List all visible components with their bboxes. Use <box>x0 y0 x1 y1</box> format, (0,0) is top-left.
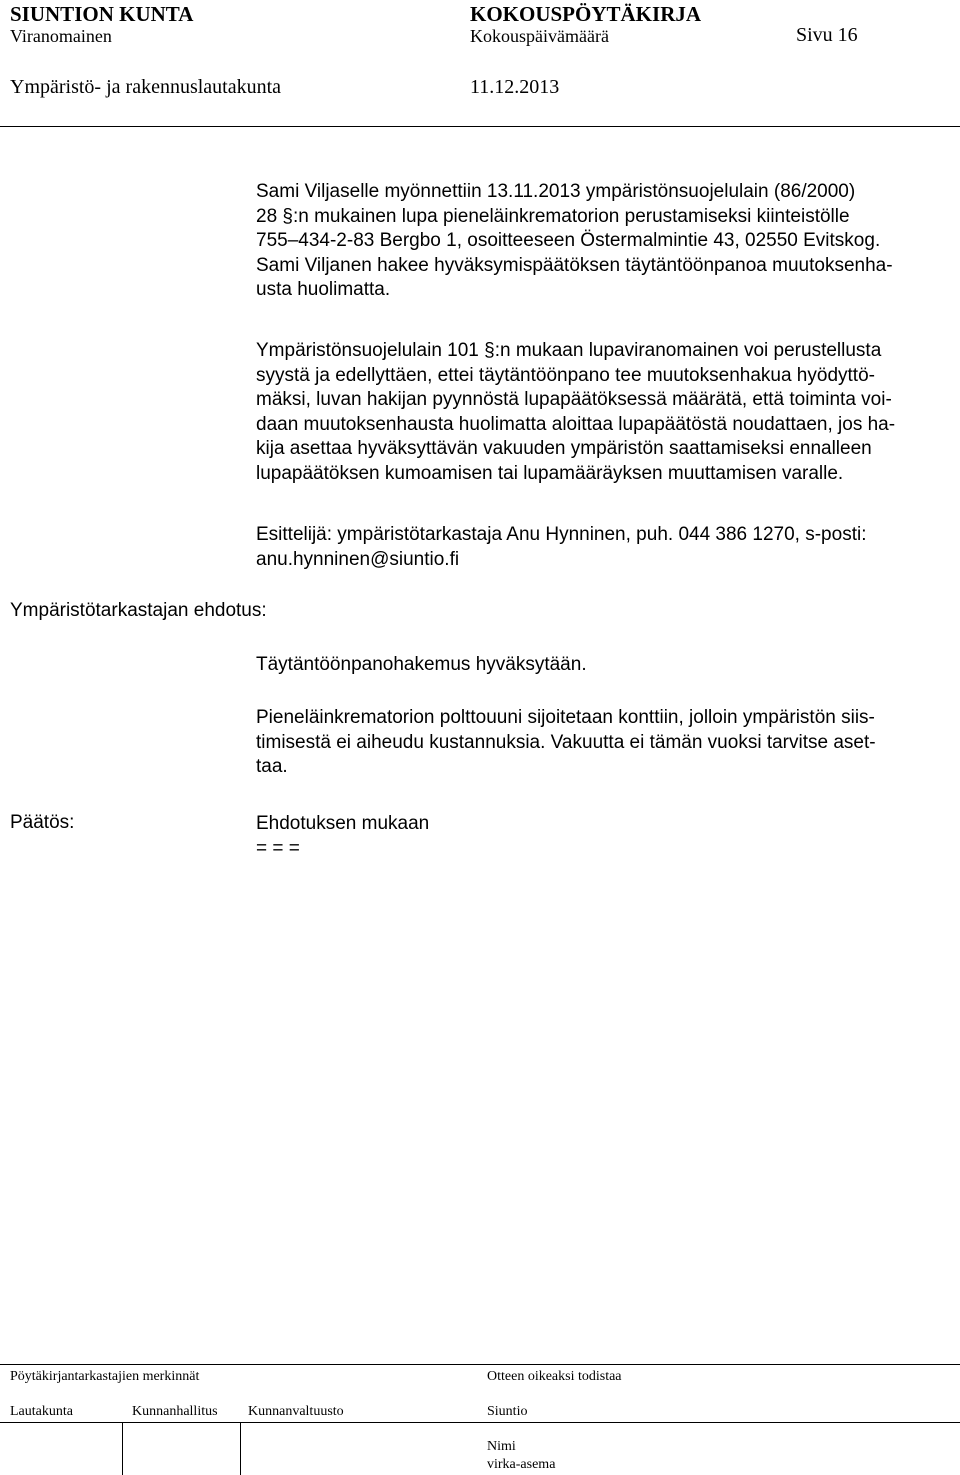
justification-paragraph <box>256 706 956 780</box>
text-line: timisestä ei aiheudu kustannuksia. Vakuutta ei tämän vuoksi tarvitse aset- <box>256 731 876 753</box>
col-kunnanvaltuusto: Kunnanvaltuusto <box>248 1404 344 1419</box>
text-line: lupapäätöksen kumoamisen tai lupamääräyksen muuttamisen varalle. <box>256 462 844 484</box>
text-line: daan muutoksenhausta huolimatta aloittaa lupapäätöstä noudattaen, jos ha- <box>256 413 896 435</box>
reviewers-label: Pöytäkirjantarkastajien merkinnät <box>10 1369 200 1384</box>
position-label: virka-asema <box>487 1457 556 1472</box>
organization-name: SIUNTION KUNTA <box>10 2 194 26</box>
presenter-paragraph <box>256 523 956 572</box>
text-line: Sami Viljaselle myönnettiin 13.11.2013 ympäristönsuojelulain (86/2000) <box>256 181 856 202</box>
text-line: 28 §:n mukainen lupa pieneläinkrematorion perustamiseksi kiinteistölle <box>256 205 850 227</box>
text-line: Pieneläinkrematorion polttouuni sijoitetaan konttiin, jolloin ympäristön siis- <box>256 707 875 728</box>
header-divider <box>0 126 960 127</box>
text-line: mäksi, luvan hakijan pyynnöstä lupapäätöksessä määrätä, että toiminta voi- <box>256 389 892 410</box>
decision-text: Ehdotuksen mukaan <box>256 813 430 834</box>
document-type: KOKOUSPÖYTÄKIRJA <box>470 2 702 26</box>
authority-name: Ympäristö- ja rakennuslautakunta <box>10 76 282 98</box>
text-line: Esittelijä: ympäristötarkastaja Anu Hynninen, puh. 044 386 1270, s-posti: <box>256 524 867 545</box>
footer-divider-1 <box>122 1422 123 1475</box>
text-line: 755‒434-2-83 Bergbo 1, osoitteeseen Östermalmintie 43, 02550 Evitskog. <box>256 230 881 251</box>
text-line: Sami Viljanen hakee hyväksymispäätöksen täytäntöönpanoa muutoksenha- <box>256 254 893 276</box>
page-number: Sivu 16 <box>796 24 858 46</box>
text-line: Täytäntöönpanohakemus hyväksytään. <box>256 654 587 675</box>
col-lautakunta: Lautakunta <box>10 1404 73 1419</box>
decision-paragraph <box>256 812 956 861</box>
meeting-date-label: Kokouspäivämäärä <box>470 26 609 46</box>
footer-top-rule <box>0 1364 960 1365</box>
footer-mid-rule <box>0 1422 960 1423</box>
decision-label: Päätös: <box>10 812 75 833</box>
decision-end-mark: = = = <box>256 837 300 859</box>
proposal-label: Ympäristötarkastajan ehdotus: <box>10 600 267 621</box>
text-line: Ympäristönsuojelulain 101 §:n mukaan lupaviranomainen voi perustellusta <box>256 340 882 361</box>
presenter-email: anu.hynninen@siuntio.fi <box>256 548 460 570</box>
text-line: syystä ja edellyttäen, ettei täytäntöönpano tee muutoksenhakua hyödyttö- <box>256 364 875 386</box>
text-line: kija asettaa hyväksyttävän vakuuden ympäristön saattamiseksi ennalleen <box>256 438 872 459</box>
authority-label: Viranomainen <box>10 26 112 46</box>
name-label: Nimi <box>487 1439 516 1454</box>
proposal-paragraph <box>256 653 956 678</box>
footer-divider-2 <box>240 1422 241 1475</box>
legal-basis-paragraph <box>256 339 956 486</box>
text-line: taa. <box>256 756 288 777</box>
place-label: Siuntio <box>487 1404 528 1419</box>
certified-label: Otteen oikeaksi todistaa <box>487 1369 622 1384</box>
meeting-date: 11.12.2013 <box>470 76 560 98</box>
text-line: usta huolimatta. <box>256 279 391 300</box>
background-paragraph <box>256 180 956 303</box>
col-kunnanhallitus: Kunnanhallitus <box>132 1404 218 1419</box>
